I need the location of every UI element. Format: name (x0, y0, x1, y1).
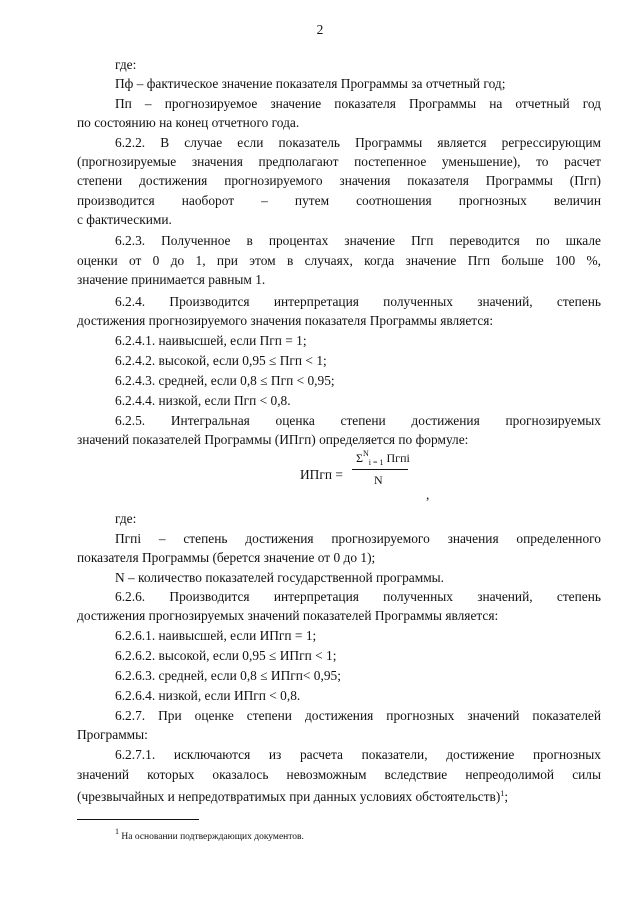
text-line: 6.2.5. Интегральная оценка степени достижения прогнозируемых (115, 413, 601, 428)
text-line: значение принимается равным 1. (77, 272, 266, 287)
text-line: 6.2.6. Производится интерпретация полученных значений, степень (115, 589, 601, 604)
text-line: Программы: (77, 727, 148, 742)
text-line: значений показателей Программы (ИПгп) определяется по формуле: (77, 432, 469, 447)
text-line: Пф – фактическое значение показателя Программы за отчетный год; (115, 76, 506, 91)
text-fragment: ; (504, 789, 509, 804)
list-item: 6.2.6.3. средней, если 0,8 ≤ ИПгп< 0,95; (115, 668, 341, 683)
formula-upper-limit: N (362, 449, 369, 458)
text-line: где: (115, 511, 137, 526)
page-number: 2 (316, 22, 324, 37)
list-item: 6.2.4.1. наивысшей, если Пгп = 1; (115, 333, 307, 348)
footnote-mark: 1 (115, 827, 119, 836)
text-line: 6.2.3. Полученное в процентах значение Пгп переводится по шкале (115, 233, 601, 248)
formula-term: Пгпi (386, 451, 410, 465)
text-line: значений которых оказалось невозможным вследствие непреодолимой силы (77, 767, 601, 782)
text-fragment: (чрезвычайных и непредотвратимых при данных условиях обстоятельств) (77, 789, 501, 804)
text-line: показателя Программы (берется значение от 0 до 1); (77, 550, 376, 565)
fraction-bar (352, 469, 408, 470)
formula-denominator: N (374, 473, 383, 487)
text-line: 6.2.4. Производится интерпретация полученных значений, степень (115, 294, 601, 309)
text-line: Пгпi – степень достижения прогнозируемого значения определенного (115, 531, 601, 546)
formula-sigma: Σ (356, 451, 363, 465)
list-item: 6.2.6.2. высокой, если 0,95 ≤ ИПгп < 1; (115, 648, 337, 663)
formula-numerator (356, 451, 410, 467)
text-line: 6.2.7. При оценке степени достижения прогнозных значений показателей (115, 708, 601, 723)
text-line (77, 784, 601, 806)
text-line: по состоянию на конец отчетного года. (77, 115, 300, 130)
list-item: 6.2.6.4. низкой, если ИПгп < 0,8. (115, 688, 301, 703)
text-line: достижения прогнозируемых значений показателей Программы является: (77, 608, 499, 623)
footnote-separator (77, 819, 199, 820)
list-item: 6.2.6.1. наивысшей, если ИПгп = 1; (115, 628, 317, 643)
text-line: производится наоборот – путем соотношения прогнозных величин (77, 193, 601, 208)
text-line: где: (115, 57, 137, 72)
footnote-text: На основании подтверждающих документов. (119, 832, 304, 842)
list-item: 6.2.4.3. средней, если 0,8 ≤ Пгп < 0,95; (115, 373, 335, 388)
text-line: 6.2.2. В случае если показатель Программы является регрессирующим (115, 135, 601, 150)
text-line: (прогнозируемые значения предполагают постепенное уменьшение), то расчет (77, 154, 601, 169)
formula-comma: , (426, 487, 430, 502)
footnote (115, 825, 304, 844)
text-line: с фактическими. (77, 212, 172, 227)
text-line: достижения прогнозируемого значения показателя Программы является: (77, 313, 494, 328)
text-line: оценки от 0 до 1, при этом в случаях, когда значение Пгп больше 100 %, (77, 253, 601, 268)
list-item: 6.2.4.2. высокой, если 0,95 ≤ Пгп < 1; (115, 353, 327, 368)
text-line: Пп – прогнозируемое значение показателя Программы на отчетный год (115, 96, 601, 111)
text-line: N – количество показателей государственной программы. (115, 570, 445, 585)
integral-score-formula (300, 451, 450, 501)
text-line: 6.2.7.1. исключаются из расчета показатели, достижение прогнозных (115, 747, 601, 762)
formula-lower-limit: i = 1 (368, 458, 384, 467)
list-item: 6.2.4.4. низкой, если Пгп < 0,8. (115, 393, 291, 408)
text-line: степени достижения прогнозируемого значения показателя Программы (Пгп) (77, 173, 601, 188)
footnote-reference: 1 (500, 789, 505, 798)
formula-lhs: ИПгп = (300, 467, 343, 482)
